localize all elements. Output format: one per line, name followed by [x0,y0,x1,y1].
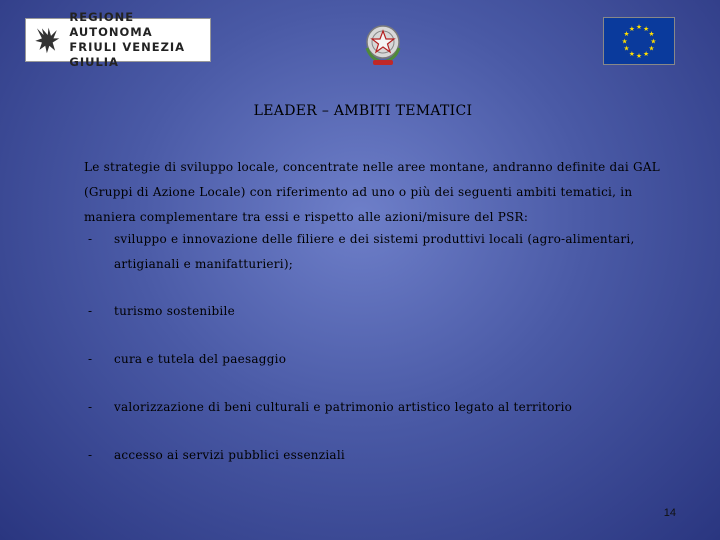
intro-paragraph: Le strategie di sviluppo locale, concentrate nelle aree montane, andranno definite dai GAL (Gruppi di Azione Locale) con riferimento ad uno o più dei seguenti ambiti tematici, in maniera complementare tra essi e rispetto alle azioni/misure del PSR: [84,160,660,224]
eu-star-icon: ★ [648,44,655,53]
eu-star-icon: ★ [643,24,650,33]
region-logo-text [69,10,210,70]
list-item [84,395,664,420]
slide-title: LEADER – AMBITI TEMATICI [253,103,473,119]
list-item-text: sviluppo e innovazione delle filiere e dei sistemi produttivi locali (agro-alimentari, artigianali e manifatturieri); [114,232,635,271]
list-item [84,347,664,372]
list-item-text: accesso ai servizi pubblici essenziali [114,448,346,462]
eu-star-icon: ★ [636,23,642,32]
eu-star-icon: ★ [636,51,642,60]
eu-star-icon: ★ [623,30,630,39]
bullet-marker: - [88,352,93,366]
list-item-text: valorizzazione di beni culturali e patrimonio artistico legato al territorio [114,400,573,414]
list-item [84,443,664,468]
eu-flag-icon [603,17,675,65]
eu-star-icon: ★ [650,37,657,46]
list-item-text: cura e tutela del paesaggio [114,352,287,366]
region-logo-line1: REGIONE AUTONOMA [69,10,153,39]
italian-republic-emblem-icon [357,18,409,70]
eu-star-icon: ★ [621,37,628,46]
list-item [84,299,664,324]
bullet-marker: - [88,304,93,318]
eu-star-icon: ★ [628,24,635,33]
region-logo-line2: FRIULI VENEZIA GIULIA [69,40,186,69]
eu-star-icon: ★ [643,49,650,58]
region-logo [25,10,211,69]
eu-star-icon: ★ [628,49,635,58]
list-item [84,227,664,277]
eu-star-icon: ★ [648,30,655,39]
bullet-marker: - [88,448,93,462]
list-item-text: turismo sostenibile [114,304,235,318]
eagle-icon [32,22,63,58]
bullet-marker: - [88,400,93,414]
eu-star-icon: ★ [623,44,630,53]
page-number: 14 [663,507,676,519]
bullet-marker: - [88,232,93,246]
